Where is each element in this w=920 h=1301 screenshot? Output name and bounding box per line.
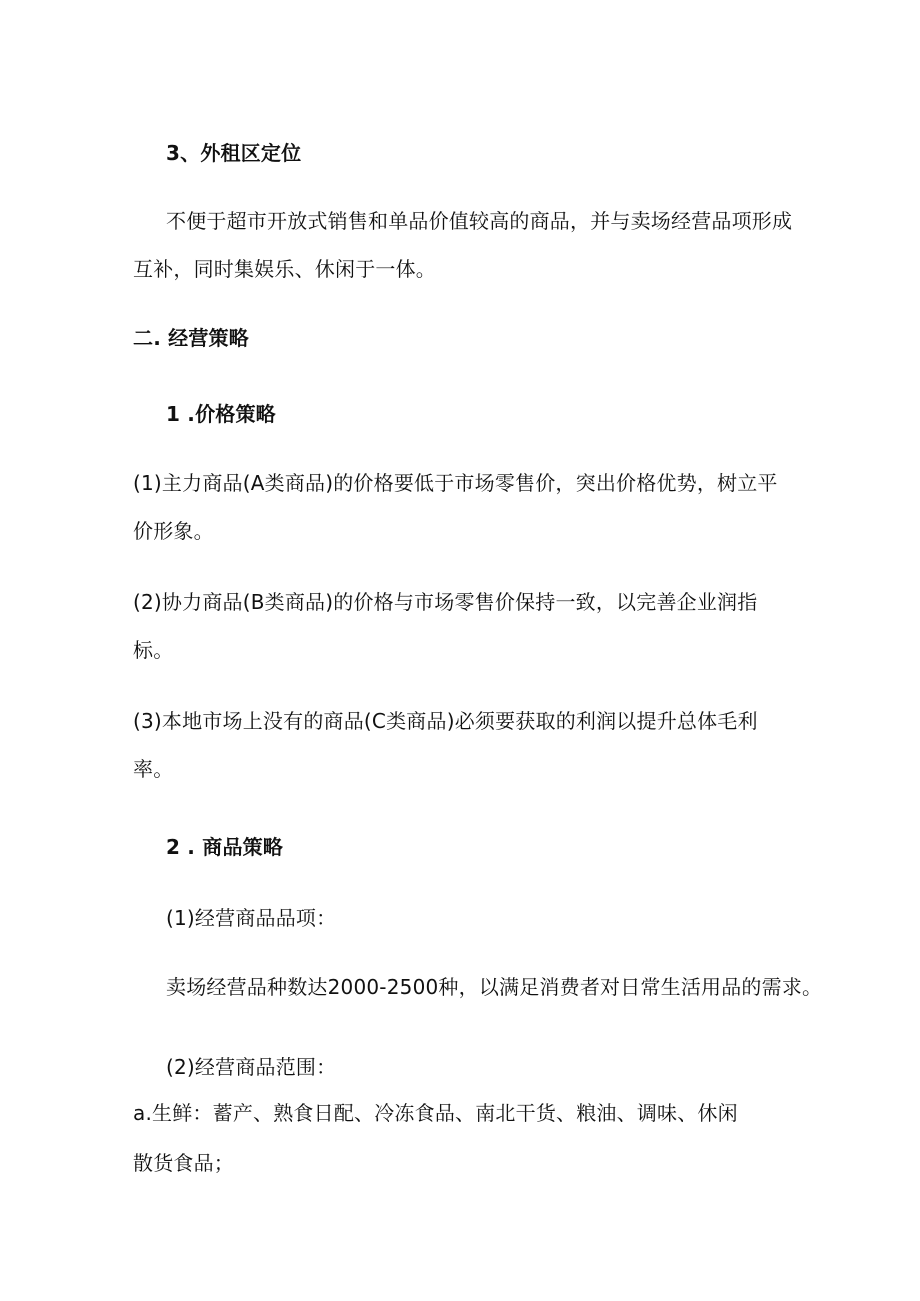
- section-3-body-line-2: 互补，同时集娱乐、休闲于一体。: [133, 257, 436, 281]
- section-3-body-line-1: 不便于超市开放式销售和单品价值较高的商品，并与卖场经营品项形成: [166, 209, 793, 233]
- price-item-2-line-2: 标。: [133, 638, 174, 662]
- price-item-1-line-2: 价形象。: [133, 519, 214, 543]
- product-strategy-heading: 2 . 商品策略: [166, 835, 284, 859]
- product-item-2-label: (2)经营商品范围：: [166, 1055, 337, 1079]
- scope-a-line-2: 散货食品；: [133, 1151, 234, 1175]
- price-item-2-line-1: (2)协力商品(B类商品)的价格与市场零售价保持一致，以完善企业润指: [133, 590, 758, 614]
- product-item-1-label: (1)经营商品品项：: [166, 906, 337, 930]
- product-item-1-body: 卖场经营品种数达2000-2500种，以满足消费者对日常生活用品的需求。: [166, 975, 823, 999]
- section-3-heading: 3、外租区定位: [166, 141, 302, 165]
- price-item-1-line-1: (1)主力商品(A类商品)的价格要低于市场零售价，突出价格优势，树立平: [133, 471, 778, 495]
- part-2-heading: 二. 经营策略: [133, 326, 249, 350]
- price-item-3-line-1: (3)本地市场上没有的商品(C类商品)必须要获取的利润以提升总体毛利: [133, 709, 758, 733]
- price-strategy-heading: 1 .价格策略: [166, 402, 276, 426]
- scope-a-line-1: a.生鲜：蓄产、熟食日配、冷冻食品、南北干货、粮油、调味、休闲: [133, 1101, 738, 1125]
- price-item-3-line-2: 率。: [133, 757, 174, 781]
